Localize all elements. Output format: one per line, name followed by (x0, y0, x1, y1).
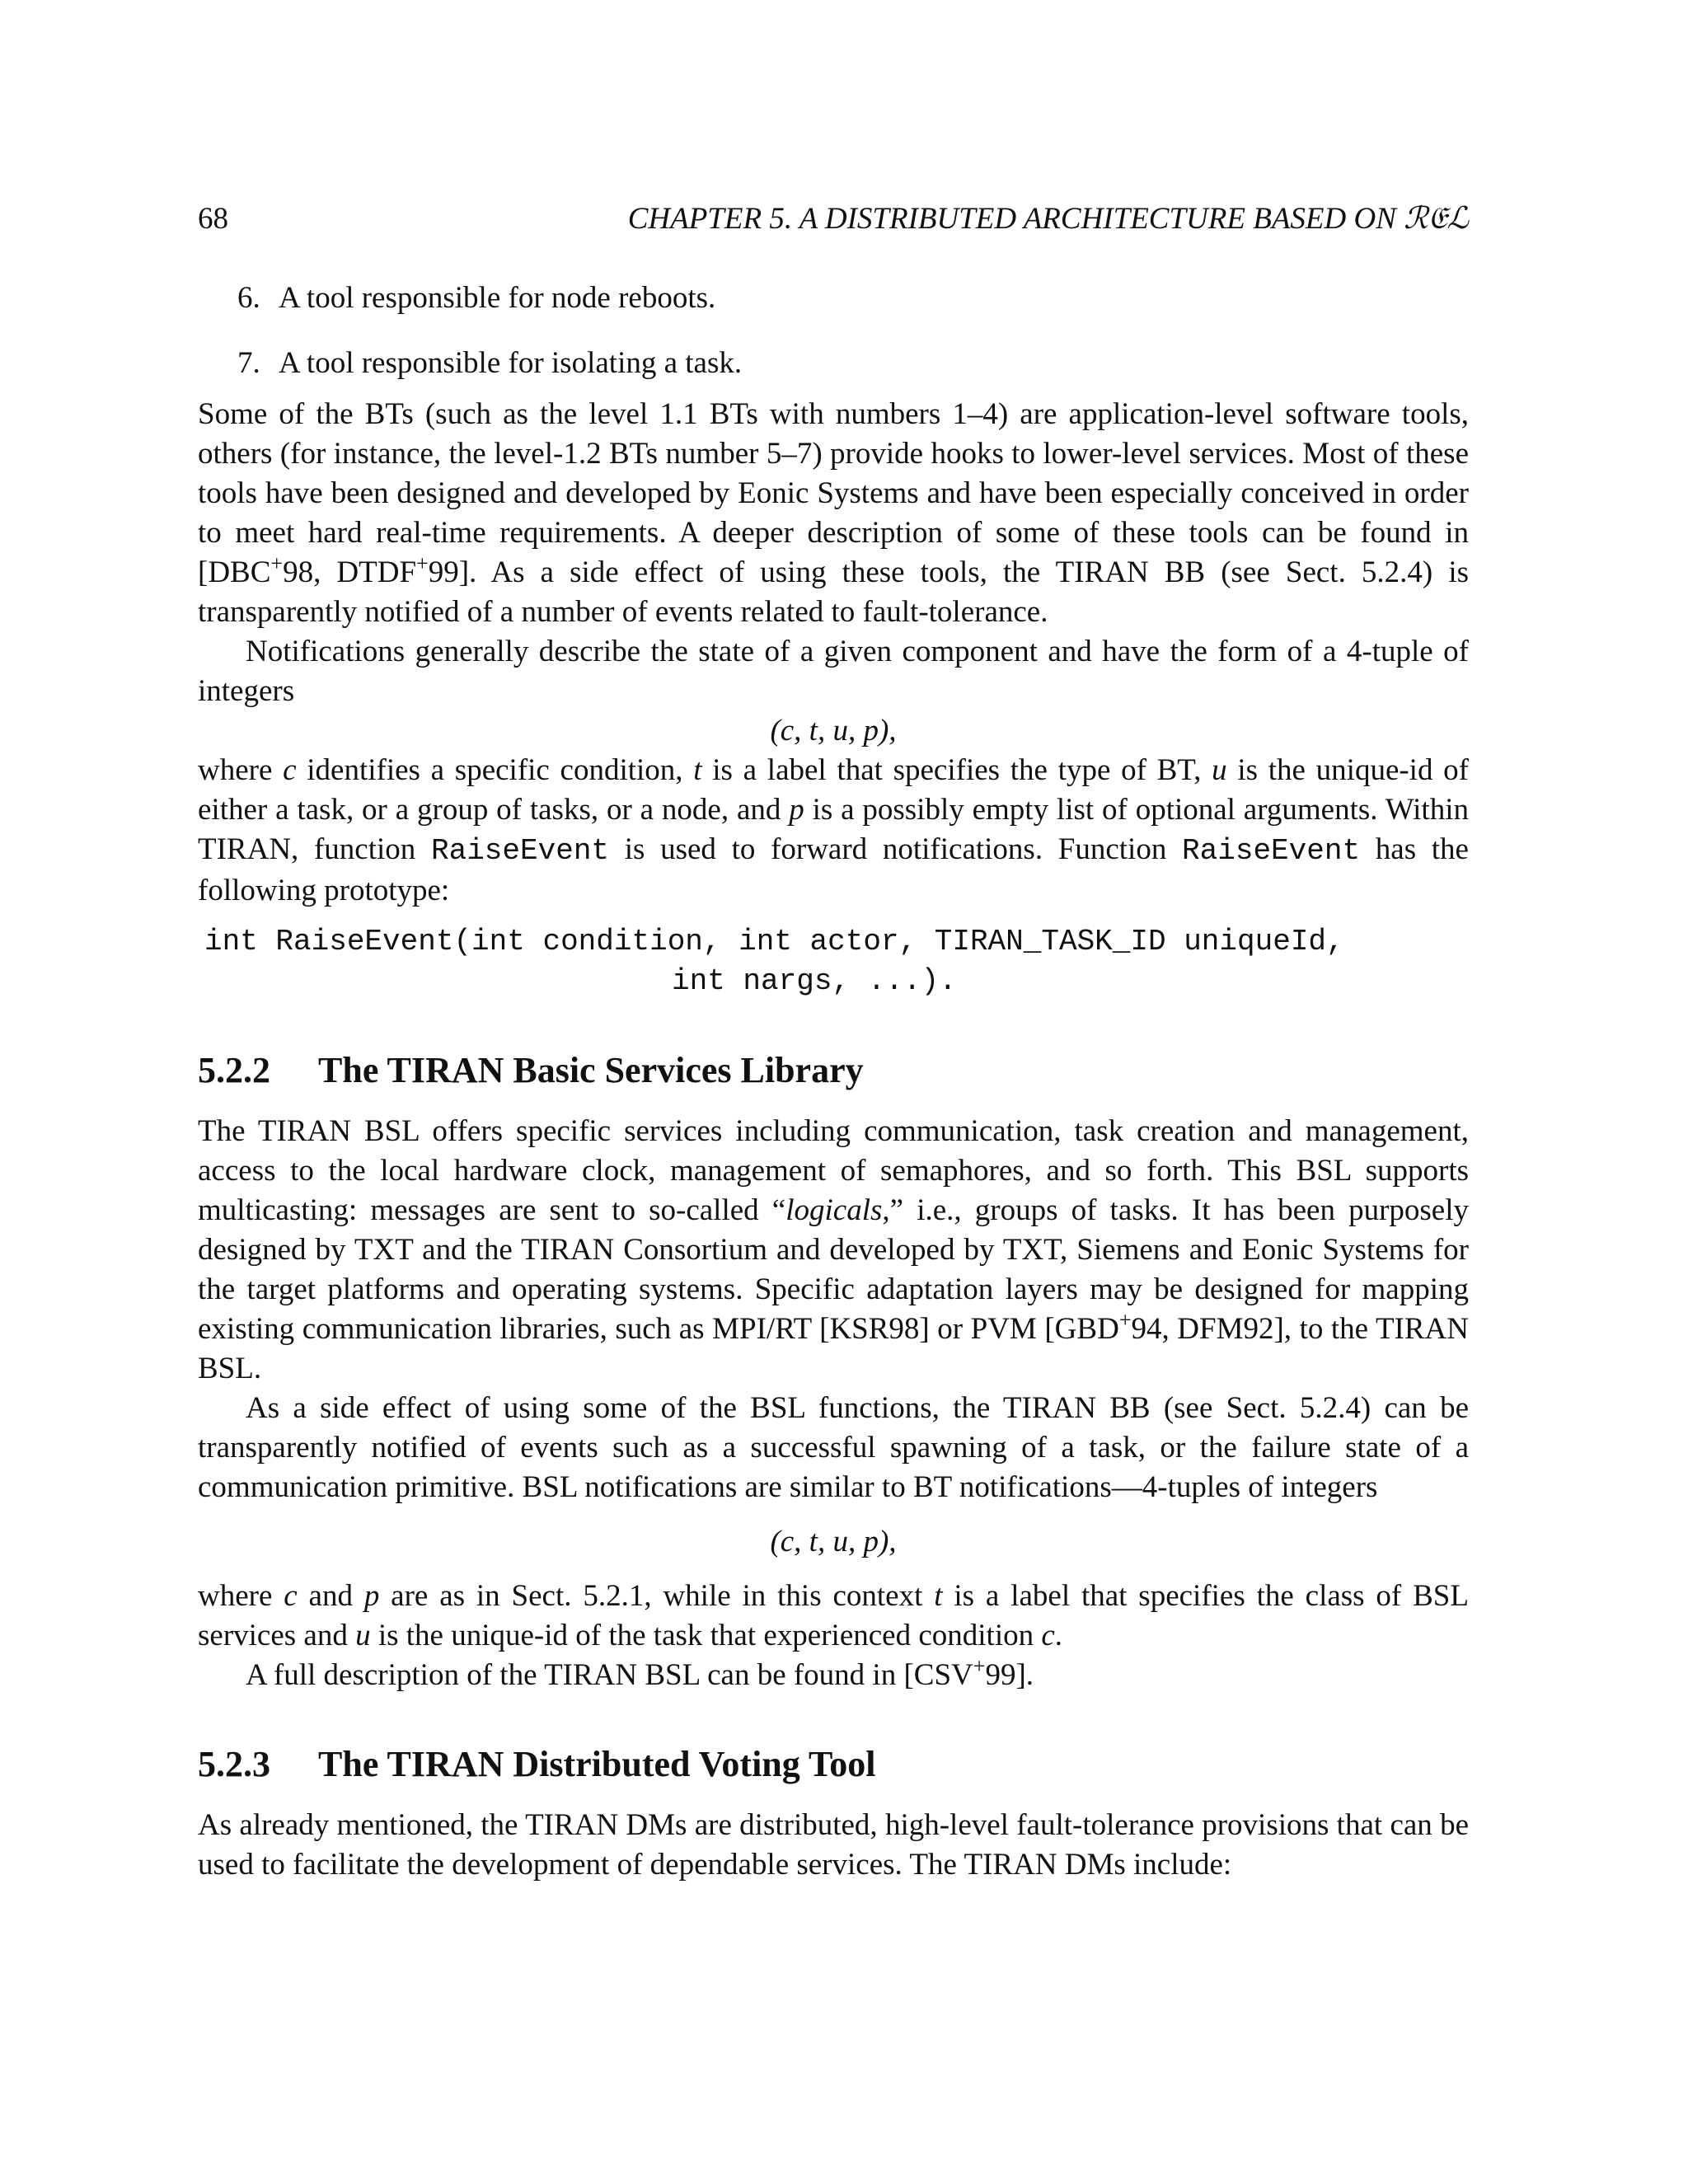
page-number: 68 (198, 202, 228, 236)
list-item-number: 7. (237, 346, 260, 380)
paragraph-bsl-notifications: As a side effect of using some of the BSL functions, the TIRAN BB (see Sect. 5.2.4) can be transparently notified of events such as a successful spawning of a task, or the failure state of a communication primitive. BSL notifications are similar to BT notifications—4-tuples of integers (198, 1391, 1469, 1504)
list-item-number: 6. (237, 281, 260, 315)
body-text (198, 279, 1469, 1885)
paragraph-bt-tools: Some of the BTs (such as the level 1.1 BTs with numbers 1–4) are application-level software tools, others (for instance, the level-1.2 BTs number 5–7) provide hooks to lower-level services. Most of these tools have been designed and developed by Eonic Systems and have been especially conceived in order to meet hard real-time requirements. A deeper description of some of these tools can be found in [DBC+98, DTDF+99]. As a side effect of using these tools, the TIRAN BB (see Sect. 5.2.4) is transparently notified of a number of events related to fault-tolerance. (198, 397, 1469, 629)
code-prototype-line-2: int nargs, ...). (672, 964, 957, 998)
page (198, 0, 1469, 2184)
list-item-text: A tool responsible for node reboots. (279, 281, 716, 315)
equation-tuple-2: (c, t, u, p), (770, 1525, 897, 1558)
equation-tuple-1: (c, t, u, p), (770, 714, 897, 748)
section-heading-5-2-2: 5.2.2 The TIRAN Basic Services Library (198, 1050, 864, 1090)
paragraph-bsl-reference: A full description of the TIRAN BSL can be found in [CSV+99]. (246, 1654, 1034, 1692)
list-item (198, 279, 1469, 318)
paragraph-notifications: Notifications generally describe the state of a given component and have the form of a 4-tuple of integers (198, 635, 1469, 708)
list-item-text: A tool responsible for isolating a task. (279, 346, 743, 380)
paragraph-bsl-services: The TIRAN BSL offers specific services including communication, task creation and management, access to the local hardware clock, management of semaphores, and so forth. This BSL supports multicasting: messages are sent to so-called “logicals,” i.e., groups of tasks. It has been purposely designed by TXT and the TIRAN Consortium and developed by TXT, Siemens and Eonic Systems for the target platforms and operating systems. Specific adaptation layers may be designed for mapping existing communication libraries, such as MPI/RT [KSR98] or PVM [GBD+94, DFM92], to the TIRAN BSL. (198, 1114, 1469, 1385)
paragraph-bsl-fields: where c and p are as in Sect. 5.2.1, while in this context t is a label that specifies the class of BSL services and u is the unique-id of the task that experienced condition c. (198, 1579, 1469, 1652)
section-heading-5-2-3: 5.2.3 The TIRAN Distributed Voting Tool (198, 1744, 876, 1784)
paragraph-tiran-dms: As already mentioned, the TIRAN DMs are distributed, high-level fault-tolerance provisions that can be used to facilitate the development of dependable services. The TIRAN DMs include: (198, 1808, 1469, 1882)
chapter-title: CHAPTER 5. A DISTRIBUTED ARCHITECTURE BASED ON ℛ𝔈ℒ (627, 202, 1469, 236)
paragraph-notification-fields: where c identifies a specific condition, t is a label that specifies the type of BT, u is the unique-id of either a task, or a group of tasks, or a node, and p is a possibly empty list of optional arguments. Within TIRAN, function RaiseEvent is used to forward notifications. Function RaiseEvent has the following prototype: (198, 753, 1469, 907)
list-item (198, 344, 1469, 383)
code-prototype-line-1: int RaiseEvent(int condition, int actor, TIRAN_TASK_ID uniqueId, (204, 925, 1344, 958)
